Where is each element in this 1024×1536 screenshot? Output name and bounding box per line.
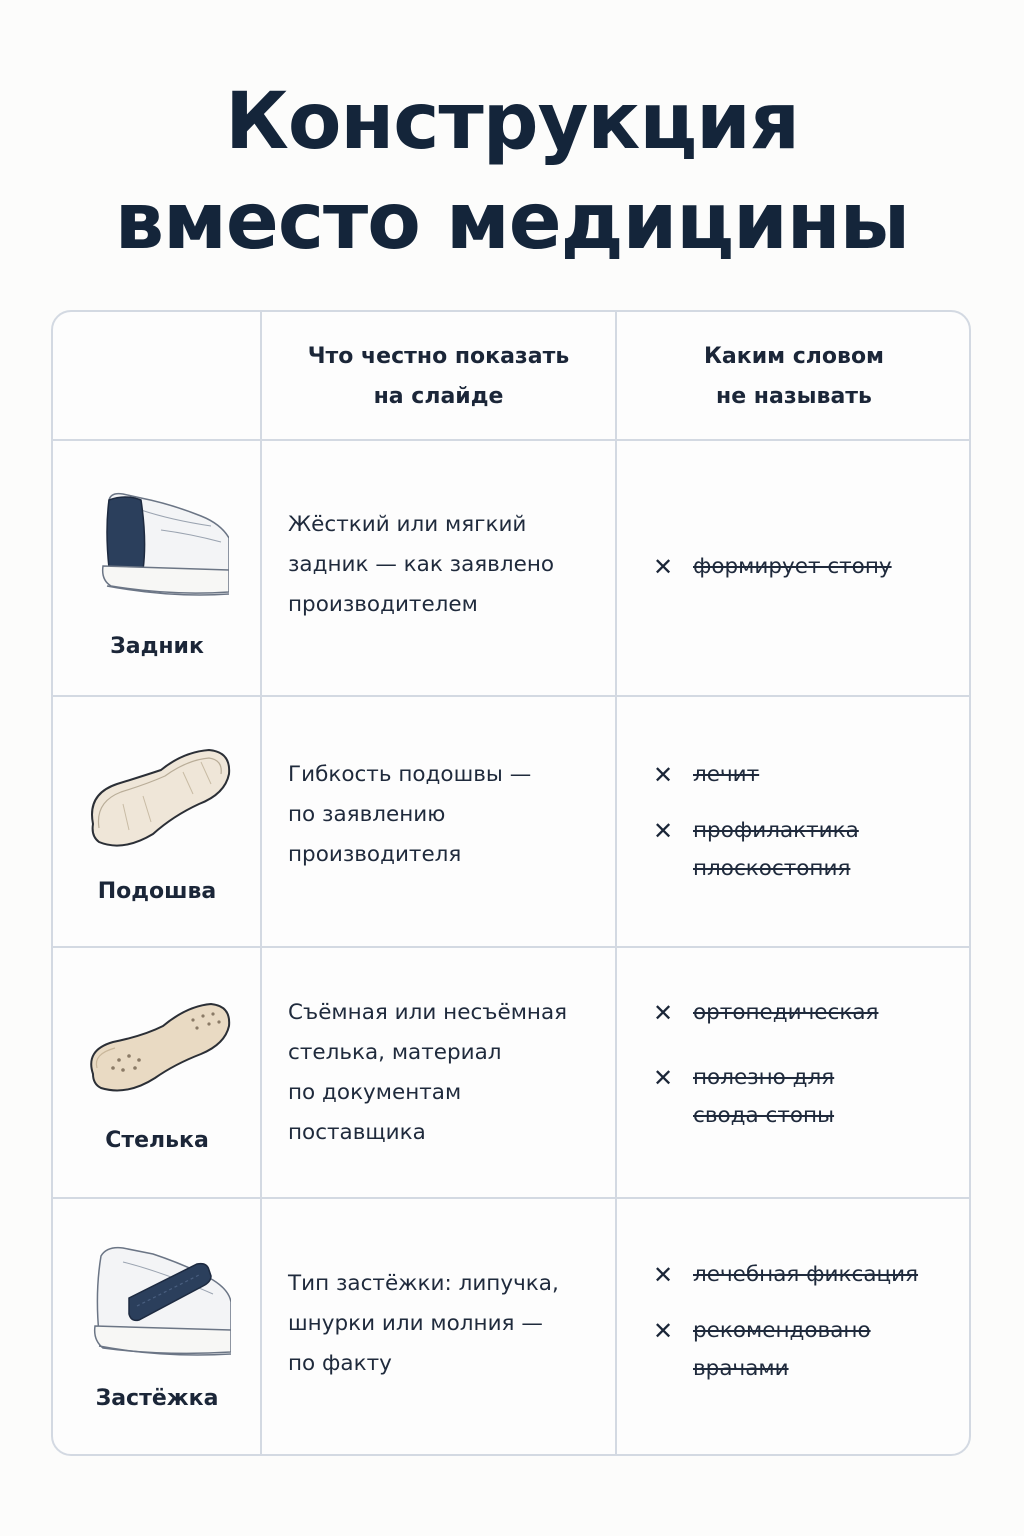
shoe-sole-icon [83, 744, 233, 854]
header-show-honestly: Что честно показать на слайде [307, 344, 570, 409]
velcro-shoe-icon [93, 1242, 231, 1362]
description-fastener: Тип застёжки: липучка, шнурки или молния — по факту [288, 1271, 559, 1376]
cross-icon: ✕ [653, 999, 674, 1027]
row-divider [53, 439, 969, 441]
cross-icon: ✕ [653, 1064, 674, 1092]
row-divider [53, 946, 969, 948]
description-heel: Жёсткий или мягкий задник — как заявлено производителем [288, 512, 555, 617]
description-sole: Гибкость подошвы — по заявлению производителя [288, 762, 532, 867]
cross-icon: ✕ [653, 1317, 674, 1345]
row-divider [53, 1197, 969, 1199]
cross-icon: ✕ [653, 761, 674, 789]
cross-icon: ✕ [653, 1261, 674, 1289]
title-line-2: вместо медицины [114, 177, 910, 267]
description-insole: Съёмная или несъёмная стелька, материал по документам поставщика [288, 1000, 568, 1145]
title-line-1: Конструкция [225, 77, 799, 167]
row-label-fastener: Застёжка [95, 1386, 219, 1411]
row-divider [53, 695, 969, 697]
row-label-heel: Задник [110, 634, 204, 659]
shoe-heel-counter-icon [101, 490, 229, 608]
row-label-insole: Стелька [105, 1128, 209, 1153]
insole-icon [83, 998, 233, 1098]
page-title [0, 72, 1024, 272]
cross-icon: ✕ [653, 817, 674, 845]
cross-icon: ✕ [653, 553, 674, 581]
comparison-table: Что честно показать на слайде Каким словом не называть Задник Жёсткий или мягкий задник — как заявлено производителем ✕ формирует стопу Подошва Гибкость подошвы — по заявлению производителя ✕ лечит ✕ профилактика плоскостопия Стелька Съёмная или несъёмная стелька, материал по документам поставщика ✕ ортопедическая ✕ полезно для свода стопы Застёжка Тип застёжки: липучка, шнурки или молния — по факту ✕ лечебная фиксация ✕ рекомендовано врачами [51, 310, 971, 1456]
header-do-not-call: Каким словом не называть [703, 344, 885, 409]
row-label-sole: Подошва [97, 879, 217, 904]
